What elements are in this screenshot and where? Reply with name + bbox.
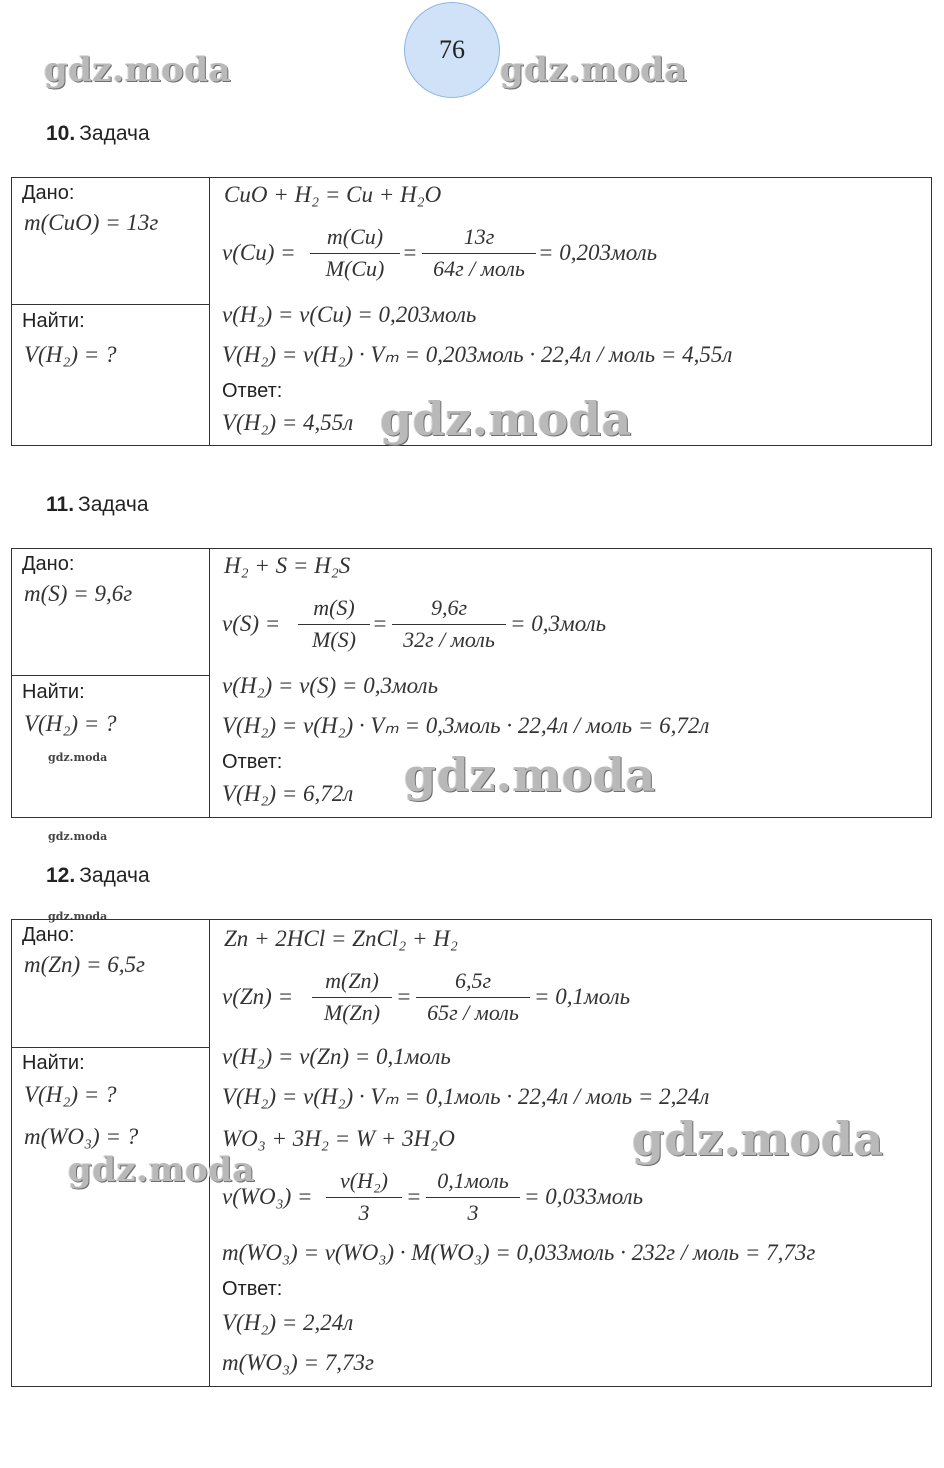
- step-mass-wo3: m(WO₃) = ν(WO₃) · M(WO₃) = 0,033моль · 232г / моль = 7,73г: [222, 1240, 816, 1265]
- moles-result: = 0,203моль: [538, 240, 658, 265]
- task-number: 11.: [46, 493, 75, 516]
- reaction-equation: Zn + 2HCl = ZnCl₂ + H₂: [224, 926, 458, 951]
- answer-2: m(WO₃) = 7,73г: [222, 1350, 374, 1375]
- watermark-task-10: gdz.moda: [380, 392, 632, 446]
- equals-sign: =: [396, 984, 412, 1009]
- given-label: Дано:: [22, 924, 75, 946]
- fraction-values: 9,6г 32г / моль: [392, 595, 506, 653]
- page-number: [404, 2, 500, 98]
- find-value: V(H₂) = ?: [24, 711, 117, 736]
- find-label: Найти:: [22, 681, 85, 703]
- step-2: V(H₂) = ν(H₂) · Vₘ = 0,3моль · 22,4л / моль = 6,72л: [222, 713, 710, 738]
- answer-label: Ответ:: [222, 751, 283, 773]
- watermark-task-12-left: gdz.moda: [68, 1150, 256, 1190]
- answer-label: Ответ:: [222, 1278, 283, 1300]
- fraction-mass-over-molar: m(Cu) M(Cu): [310, 224, 400, 282]
- find-value: V(H₂) = ?: [24, 342, 117, 367]
- equals-sign: =: [402, 240, 418, 265]
- watermark-small-2: gdz.moda: [48, 830, 108, 843]
- fraction-values: 13г 64г / моль: [422, 224, 536, 282]
- moles-wo3-result: = 0,033моль: [524, 1184, 644, 1209]
- answer-1: V(H₂) = 6,72л: [222, 781, 354, 806]
- fraction-moles-over-3: 0,1моль 3: [426, 1168, 520, 1226]
- answer-1: V(H₂) = 2,24л: [222, 1310, 354, 1335]
- given-label: Дано:: [22, 553, 75, 575]
- fraction-mass-over-molar: m(S) M(S): [298, 595, 370, 653]
- moles-left: ν(S) =: [222, 611, 281, 636]
- task-title: Задача: [78, 493, 149, 516]
- step-1: ν(H₂) = ν(S) = 0,3моль: [222, 673, 439, 698]
- given-label: Дано:: [22, 182, 75, 204]
- watermark-small-3: gdz.moda: [48, 910, 108, 923]
- reaction-equation: H₂ + S = H₂S: [224, 553, 351, 578]
- step-1: ν(H₂) = ν(Cu) = 0,203моль: [222, 302, 477, 327]
- reaction-equation: CuO + H₂ = Cu + H₂O: [224, 182, 442, 207]
- answer-1: V(H₂) = 4,55л: [222, 410, 354, 435]
- find-label: Найти:: [22, 1052, 85, 1074]
- step-3: WO₃ + 3H₂ = W + 3H₂O: [222, 1126, 455, 1151]
- task-title: Задача: [79, 122, 150, 145]
- moles-result: = 0,1моль: [534, 984, 631, 1009]
- given-value: m(Zn) = 6,5г: [24, 952, 145, 977]
- moles-left: ν(Zn) =: [222, 984, 294, 1009]
- fraction-h2-over-3: ν(H₂) 3: [326, 1168, 402, 1226]
- step-2: V(H₂) = ν(H₂) · Vₘ = 0,203моль · 22,4л / моль = 4,55л: [222, 342, 733, 367]
- watermark-task-11: gdz.moda: [404, 748, 656, 802]
- answer-label: Ответ:: [222, 380, 283, 402]
- given-value: m(S) = 9,6г: [24, 581, 133, 606]
- find-value-2: m(WO₃) = ?: [24, 1124, 139, 1149]
- task-title: Задача: [79, 864, 150, 887]
- equals-sign: =: [372, 611, 388, 636]
- fraction-values: 6,5г 65г / моль: [416, 968, 530, 1026]
- given-value: m(CuO) = 13г: [24, 210, 159, 235]
- step-2: V(H₂) = ν(H₂) · Vₘ = 0,1моль · 22,4л / моль = 2,24л: [222, 1084, 710, 1109]
- moles-result: = 0,3моль: [510, 611, 607, 636]
- page-number-text: 76: [439, 35, 465, 64]
- moles-wo3-left: ν(WO₃) =: [222, 1184, 313, 1209]
- task-12-heading: [46, 864, 150, 888]
- task-10-heading: [46, 122, 150, 146]
- watermark-top-left: gdz.moda: [44, 50, 232, 90]
- task-number: 10.: [46, 122, 76, 145]
- moles-left: ν(Cu) =: [222, 240, 296, 265]
- step-1: ν(H₂) = ν(Zn) = 0,1моль: [222, 1044, 451, 1069]
- watermark-small: gdz.moda: [48, 751, 108, 764]
- task-11-heading: [46, 493, 149, 517]
- watermark-top-right: gdz.moda: [500, 50, 688, 90]
- find-label: Найти:: [22, 310, 85, 332]
- fraction-mass-over-molar: m(Zn) M(Zn): [312, 968, 392, 1026]
- find-value-1: V(H₂) = ?: [24, 1082, 117, 1107]
- equals-sign-2: =: [406, 1184, 422, 1209]
- task-number: 12.: [46, 864, 76, 887]
- watermark-task-12-right: gdz.moda: [632, 1112, 884, 1166]
